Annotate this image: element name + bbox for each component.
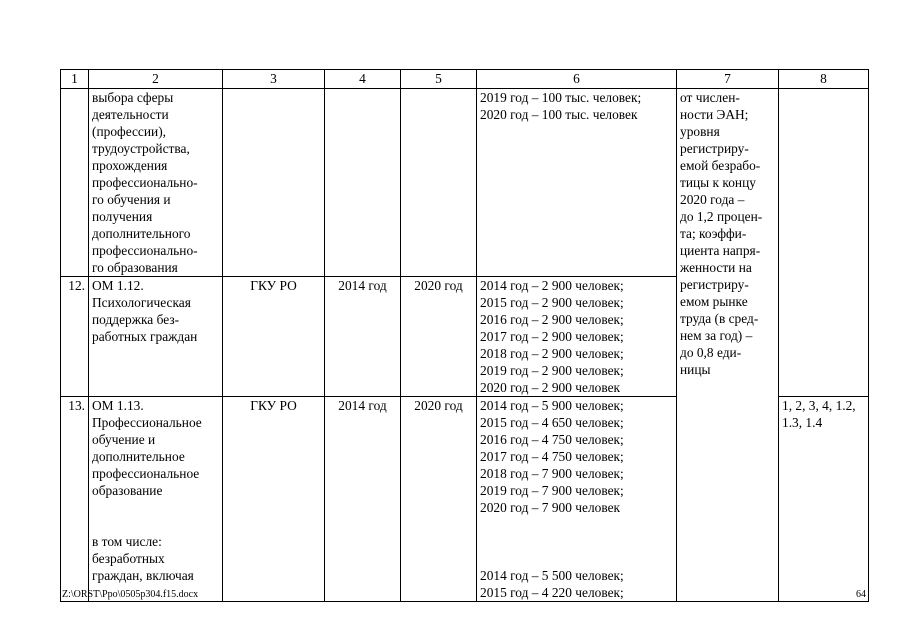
text-line: та; коэффи- [680, 226, 747, 241]
text-line: 2014 год – 2 900 человек; [480, 278, 624, 293]
header-col-5: 5 [401, 70, 477, 89]
text-line: работных граждан [92, 329, 198, 344]
text-line: Профессиональное [92, 415, 202, 430]
text-line: выбора сферы [92, 90, 174, 105]
text-line: го образования [92, 260, 178, 275]
executor-cell [223, 89, 325, 277]
executor-cell: ГКУ РО [223, 277, 325, 397]
end-year-cell: 2020 год [401, 397, 477, 602]
text-line: профессионально- [92, 175, 198, 190]
start-year-cell: 2014 год [325, 397, 401, 602]
text-line: обучение и [92, 432, 156, 447]
text-line: до 1,2 процен- [680, 209, 763, 224]
text-line: 2014 год – 5 900 человек; [480, 398, 624, 413]
text-line: ОМ 1.13. [92, 398, 144, 413]
text-line: 2015 год – 4 220 человек; [480, 585, 624, 600]
text-line: профессионально- [92, 243, 198, 258]
text-line: дополнительного [92, 226, 191, 241]
text-line: безработных [92, 551, 165, 566]
table-row-continuation [61, 89, 869, 277]
text-line: 2017 год – 2 900 человек; [480, 329, 624, 344]
text-line: 2015 год – 4 650 человек; [480, 415, 624, 430]
text-line: труда (в сред- [680, 311, 759, 326]
measure-name-cell [89, 277, 223, 397]
measure-name-cell [89, 89, 223, 277]
text-line: 2020 года – [680, 192, 745, 207]
text-line: образование [92, 483, 163, 498]
end-year-cell: 2020 год [401, 277, 477, 397]
text-line: 2020 год – 7 900 человек [480, 500, 621, 515]
measure-name-cell [89, 397, 223, 602]
text-line: женности на [680, 260, 752, 275]
text-line: го обучения и [92, 192, 171, 207]
start-year-cell [325, 89, 401, 277]
end-year-cell [401, 89, 477, 277]
text-line: поддержка без- [92, 312, 180, 327]
text-line: 1.3, 1.4 [782, 415, 823, 430]
text-line: регистриру- [680, 141, 749, 156]
text-line: емой безрабо- [680, 158, 761, 173]
text-line: 2020 год – 100 тыс. человек [480, 107, 638, 122]
text-line: регистриру- [680, 277, 749, 292]
text-line: 2016 год – 4 750 человек; [480, 432, 624, 447]
start-year-cell: 2014 год [325, 277, 401, 397]
indicators-cell [779, 89, 869, 397]
spacer [92, 499, 219, 533]
text-line: 2018 год – 7 900 человек; [480, 466, 624, 481]
text-line: циента напря- [680, 243, 761, 258]
text-line: ности ЭАН; [680, 107, 749, 122]
text-line: (профессии), [92, 124, 166, 139]
row-number-cell [61, 89, 89, 277]
text-line: 1, 2, 3, 4, 1.2, [782, 398, 856, 413]
executor-cell: ГКУ РО [223, 397, 325, 602]
footer-page-number: 64 [856, 589, 866, 600]
text-line: емом рынке [680, 294, 748, 309]
expected-result-cell [477, 397, 677, 602]
spacer [480, 516, 673, 550]
text-line: ОМ 1.12. [92, 278, 144, 293]
text-line: 2019 год – 7 900 человек; [480, 483, 624, 498]
text-line: деятельности [92, 107, 169, 122]
text-line: прохождения [92, 158, 168, 173]
text-line: получения [92, 209, 153, 224]
program-table [60, 69, 869, 602]
text-line: 2018 год – 2 900 человек; [480, 346, 624, 361]
text-line: трудоустройства, [92, 141, 190, 156]
spacer [480, 550, 673, 567]
expected-result-cell [477, 89, 677, 277]
header-col-1: 1 [61, 70, 89, 89]
consequences-cell [677, 89, 779, 602]
footer-file-path: Z:\ORST\Ppo\0505p304.f15.docx [62, 589, 199, 600]
header-col-7: 7 [677, 70, 779, 89]
text-line: Психологическая [92, 295, 191, 310]
text-line: 2020 год – 2 900 человек [480, 380, 621, 395]
text-line: профессиональное [92, 466, 200, 481]
header-col-6: 6 [477, 70, 677, 89]
text-line: тицы к концу [680, 175, 756, 190]
text-line: 2019 год – 2 900 человек; [480, 363, 624, 378]
text-line: 2015 год – 2 900 человек; [480, 295, 624, 310]
text-line: 2014 год – 5 500 человек; [480, 568, 624, 583]
text-line: до 0,8 еди- [680, 345, 742, 360]
text-line: нем за год) – [680, 328, 753, 343]
header-row [61, 70, 869, 89]
row-number-cell: 13. [61, 397, 89, 602]
text-line: 2019 год – 100 тыс. человек; [480, 90, 642, 105]
text-line: от числен- [680, 90, 740, 105]
text-line: граждан, включая [92, 568, 194, 583]
text-line: в том числе: [92, 534, 162, 549]
text-line: ницы [680, 362, 711, 377]
text-line: уровня [680, 124, 720, 139]
text-line: 2017 год – 4 750 человек; [480, 449, 624, 464]
header-col-4: 4 [325, 70, 401, 89]
header-col-2: 2 [89, 70, 223, 89]
text-line: дополнительное [92, 449, 185, 464]
expected-result-cell [477, 277, 677, 397]
header-col-3: 3 [223, 70, 325, 89]
indicators-cell [779, 397, 869, 602]
text-line: 2016 год – 2 900 человек; [480, 312, 624, 327]
header-col-8: 8 [779, 70, 869, 89]
row-number-cell: 12. [61, 277, 89, 397]
